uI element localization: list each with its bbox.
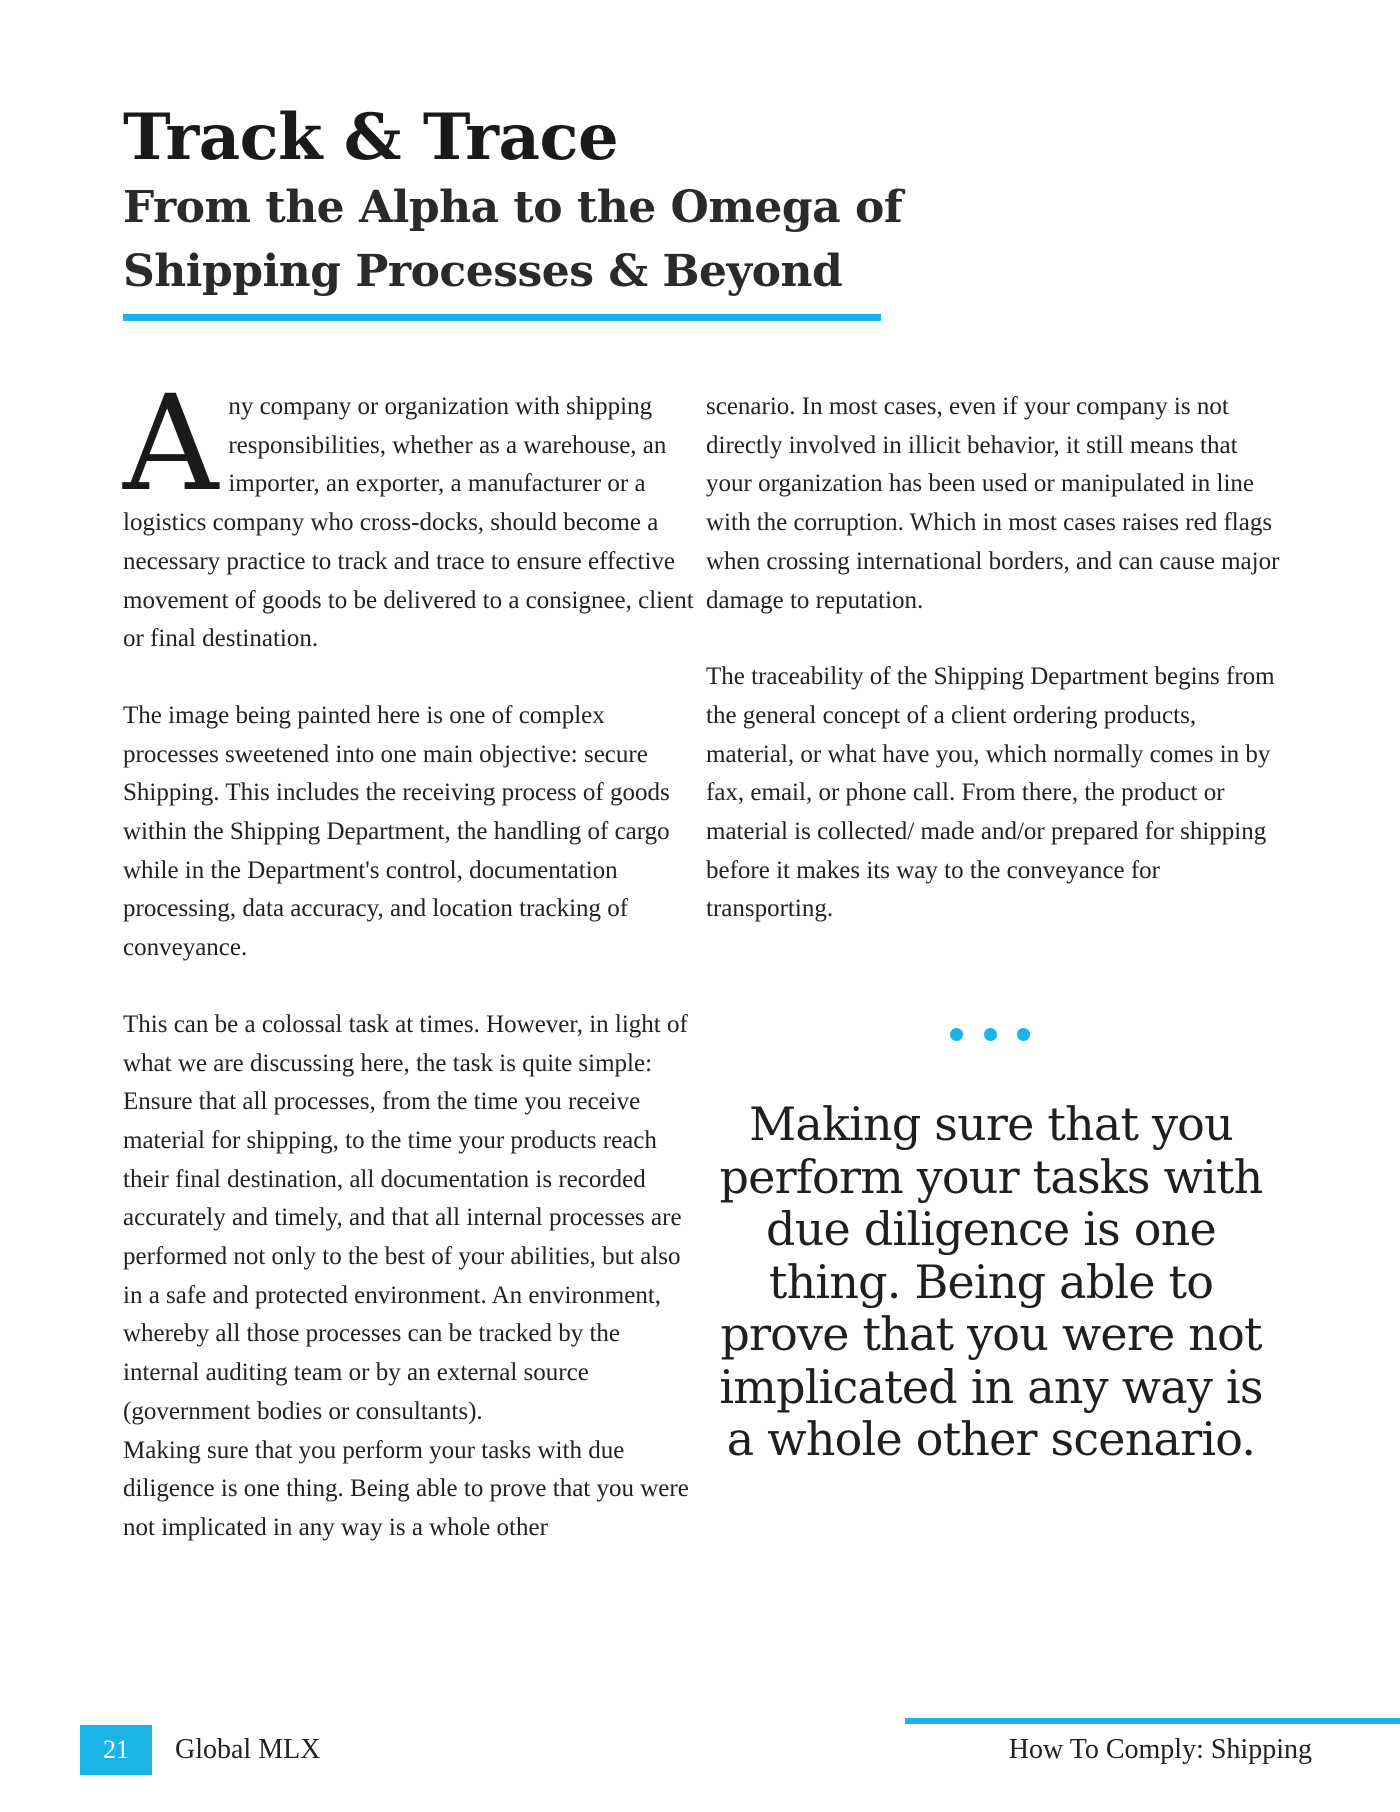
article-paragraph-3: This can be a colossal task at times. However, in light of what we are discussing here, the task is quite simple: Ensure that all processes, from the time you receive material for shipping, to the time your products reach their final destination, all documentation is recorded accurately and timely, and that all internal processes are performed not only to the best of your abilities, but also in a safe and protected environment. An environment, whereby all those processes can be tracked by the internal auditing team or by an external source (government bodies or consultants). <box>123 1010 688 1425</box>
article-paragraph-5: scenario. In most cases, even if your company is not directly involved in illicit behavior, it still means that your organization has been used or manipulated in line with the corruption. Which in most cases raises red flags when crossing international borders, and can cause major damage to reputation. <box>706 393 1280 614</box>
article-right-column <box>706 388 1286 967</box>
section-name: How To Comply: Shipping <box>1008 1734 1312 1765</box>
article-left-column <box>123 367 698 1548</box>
article-paragraph-1 <box>123 367 698 659</box>
title-underline <box>123 314 881 321</box>
paragraph-text: ny company or organization with shipping responsibilities, whether as a warehouse, an importer, an exporter, a manufacturer or a logistics company who cross-docks, should become a necessary practice to track and trace to ensure effective movement of goods to be delivered to a consignee, client or final destination. <box>123 393 694 653</box>
page-title: Track & Trace <box>123 100 619 175</box>
dropcap: A <box>123 367 219 521</box>
pull-quote: Making sure that you perform your tasks with due diligence is one thing. Being able to prove that you were not implicated in any way is a whole other scenario. <box>719 1097 1263 1466</box>
article-paragraph-4: Making sure that you perform your tasks with due diligence is one thing. Being able to prove that you were not implicated in any way is a whole other <box>123 1436 689 1541</box>
footer-rule <box>905 1718 1400 1724</box>
dot-icon <box>950 1028 963 1041</box>
page-subtitle: From the Alpha to the Omega of Shipping Processes & Beyond <box>123 182 903 297</box>
article-paragraph-6: The traceability of the Shipping Department begins from the general concept of a client ordering products, material, or what have you, which normally comes in by fax, email, or phone call. From there, the product or material is collected/ made and/or prepared for shipping before it makes its way to the conveyance for transporting. <box>706 663 1275 923</box>
dot-icon <box>1017 1028 1030 1041</box>
publication-name: Global MLX <box>175 1734 321 1765</box>
article-paragraph-2: The image being painted here is one of complex processes sweetened into one main objective: secure Shipping. This includes the receiving process of goods within the Shipping Department, the handling of cargo while in the Department's control, documentation processing, data accuracy, and location tracking of conveyance. <box>123 701 670 962</box>
page-number: 21 <box>80 1725 152 1775</box>
separator-dots <box>950 1028 1030 1042</box>
dot-icon <box>984 1028 997 1041</box>
